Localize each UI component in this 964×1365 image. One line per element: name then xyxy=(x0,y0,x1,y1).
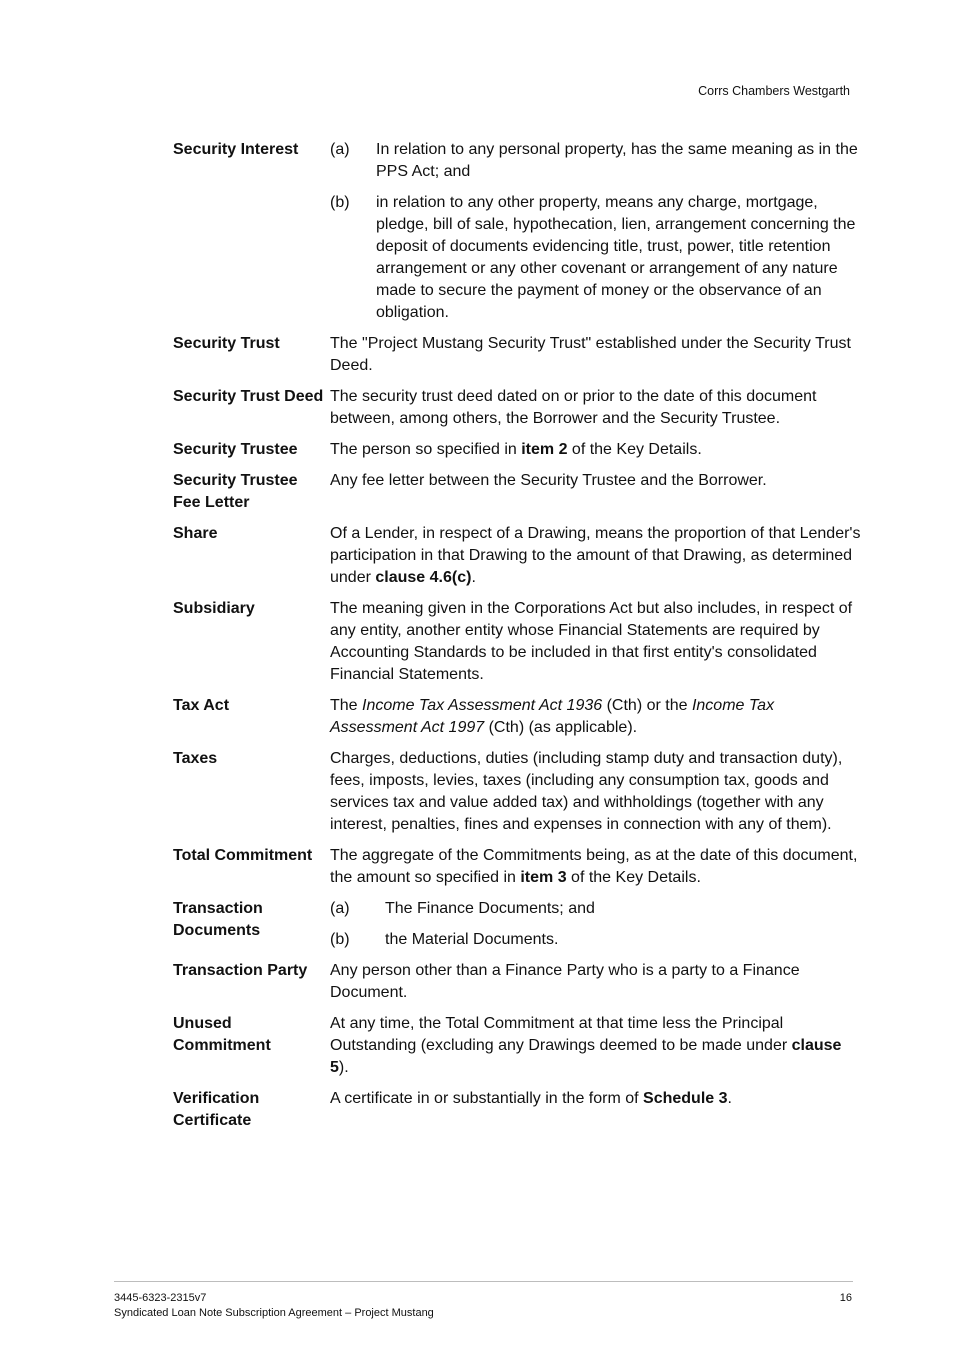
definition-body xyxy=(330,139,863,324)
text-run: (Cth) or the xyxy=(602,697,692,714)
definition-term xyxy=(173,1013,330,1079)
definitions-list xyxy=(173,139,863,1141)
text-run: . xyxy=(471,569,476,586)
definition-text xyxy=(330,845,863,889)
definition-text: The security trust deed dated on or prior to the date of this document between, among others, the Borrower and the Security Trustee. xyxy=(330,388,817,427)
header-firm-name: Corrs Chambers Westgarth xyxy=(698,84,850,98)
text-run: Of a Lender, in respect of a Drawing, means the proportion of that Lender's participation in that Drawing to the amount of that Drawing, as determined under xyxy=(330,525,861,586)
page-number: 16 xyxy=(839,1292,852,1304)
sub-label: (b) xyxy=(330,194,350,211)
definition-term xyxy=(173,898,330,951)
definition-term: Security Trust Deed xyxy=(173,388,324,405)
text-run: The aggregate of the Commitments being, as at the date of this document, the amount so specified in xyxy=(330,847,858,886)
definition-term: Subsidiary xyxy=(173,600,255,617)
definition-security-trustee xyxy=(173,439,863,461)
text-run: The xyxy=(330,697,363,714)
text-run: A certificate in or substantially in the form of xyxy=(330,1090,644,1107)
bold-reference: clause 5 xyxy=(330,1037,842,1076)
definition-text: Any fee letter between the Security Trustee and the Borrower. xyxy=(330,472,767,489)
definition-text: Any person other than a Finance Party who is a party to a Finance Document. xyxy=(330,962,800,1001)
sub-text: In relation to any personal property, has the same meaning as in the PPS Act; and xyxy=(376,141,858,180)
footer-doc-ref: 3445-6323-2315v7 xyxy=(114,1292,207,1304)
definition-term: Total Commitment xyxy=(173,847,313,864)
bold-reference: item 2 xyxy=(521,441,568,458)
sub-paragraph-a xyxy=(330,898,863,920)
definition-text xyxy=(330,1088,863,1132)
definition-transaction-party xyxy=(173,960,863,1004)
definition-term: Security Interest xyxy=(173,141,299,158)
term-line: Unused xyxy=(173,1015,232,1032)
definition-term: Transaction Party xyxy=(173,962,308,979)
definition-unused-commitment xyxy=(173,1013,863,1079)
term-line: Security Trustee xyxy=(173,472,298,489)
bold-reference: item 3 xyxy=(520,869,567,886)
text-run: . xyxy=(727,1090,732,1107)
definition-transaction-documents xyxy=(173,898,863,951)
definition-security-trust xyxy=(173,333,863,377)
definition-text xyxy=(330,695,863,739)
definition-term xyxy=(173,470,330,514)
text-run: At any time, the Total Commitment at that time less the Principal Outstanding (excluding any Drawings deemed to be made under xyxy=(330,1015,792,1054)
footer-divider xyxy=(114,1281,853,1282)
text-run: ). xyxy=(338,1059,349,1076)
definition-text xyxy=(330,1013,863,1079)
definition-text: Charges, deductions, duties (including stamp duty and transaction duty), fees, imposts, levies, taxes (including any consumption tax, goods and services tax and value added tax) and withholdings (together with any interest, penalties, fines and expenses in connection with any of them). xyxy=(330,750,843,833)
definition-taxes xyxy=(173,748,863,836)
sub-text: in relation to any other property, means any charge, mortgage, pledge, bill of sale, hypothecation, lien, arrangement concerning the deposit of documents evidencing title, trust, power, title retention arrangement or any other covenant or arrangement of any nature made to secure the payment of money or the observance of an obligation. xyxy=(376,194,856,321)
term-line: Verification xyxy=(173,1090,260,1107)
sub-label: (a) xyxy=(330,141,350,158)
definition-subsidiary xyxy=(173,598,863,686)
term-line: Transaction xyxy=(173,900,263,917)
sub-paragraph-b xyxy=(330,929,863,951)
italic-act-name: Income Tax Assessment Act 1997 xyxy=(330,697,775,736)
definition-security-interest xyxy=(173,139,863,324)
bold-reference: clause 4.6(c) xyxy=(375,569,472,586)
definition-term: Share xyxy=(173,525,218,542)
footer-doc-title: Syndicated Loan Note Subscription Agreement – Project Mustang xyxy=(114,1307,434,1319)
definition-security-trustee-fee-letter xyxy=(173,470,863,514)
sub-paragraph-b xyxy=(330,192,863,324)
definition-total-commitment xyxy=(173,845,863,889)
sub-text: The Finance Documents; and xyxy=(385,900,595,917)
definition-text xyxy=(330,439,863,461)
definition-text xyxy=(330,523,863,589)
definition-share xyxy=(173,523,863,589)
sub-label: (a) xyxy=(330,900,350,917)
definition-term: Tax Act xyxy=(173,697,230,714)
sub-paragraph-a xyxy=(330,139,863,183)
sub-label: (b) xyxy=(330,931,350,948)
italic-act-name: Income Tax Assessment Act 1936 xyxy=(362,697,603,714)
definition-security-trust-deed xyxy=(173,386,863,430)
sub-text: the Material Documents. xyxy=(385,931,559,948)
bold-reference: Schedule 3 xyxy=(643,1090,728,1107)
definition-body xyxy=(330,898,863,951)
definition-text: The meaning given in the Corporations Act but also includes, in respect of any entity, another entity whose Financial Statements are required by Accounting Standards to be included in that first entity's consolidated Financial Statements. xyxy=(330,600,853,683)
term-line: Certificate xyxy=(173,1112,252,1129)
term-line: Documents xyxy=(173,922,261,939)
definition-term xyxy=(173,1088,330,1132)
definition-tax-act xyxy=(173,695,863,739)
term-line: Fee Letter xyxy=(173,494,250,511)
definition-term: Security Trust xyxy=(173,335,280,352)
definition-text: The "Project Mustang Security Trust" established under the Security Trust Deed. xyxy=(330,335,851,374)
text-run: (Cth) (as applicable). xyxy=(484,719,638,736)
text-run: The person so specified in xyxy=(330,441,522,458)
text-run: of the Key Details. xyxy=(567,441,702,458)
term-line: Commitment xyxy=(173,1037,271,1054)
footer-reference xyxy=(114,1291,434,1321)
definition-term: Security Trustee xyxy=(173,441,298,458)
definition-term: Taxes xyxy=(173,750,218,767)
definition-verification-certificate xyxy=(173,1088,863,1132)
text-run: of the Key Details. xyxy=(566,869,701,886)
